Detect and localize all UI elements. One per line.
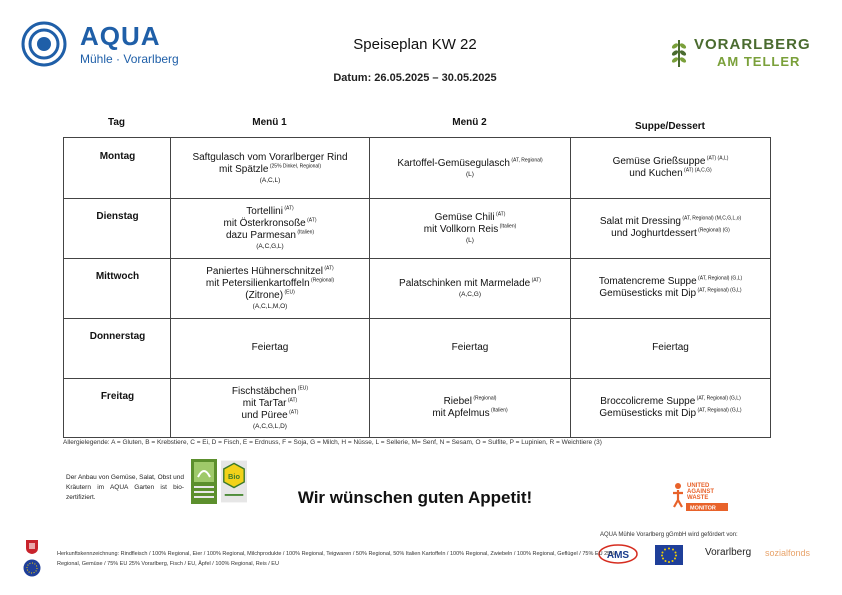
dish-line bbox=[370, 408, 570, 420]
dish-text: dazu Parmesan bbox=[225, 229, 296, 241]
vorarlberg-am-teller-logo-line2: AM TELLER bbox=[717, 54, 801, 69]
menu-cell-m1 bbox=[171, 206, 369, 251]
menu-cell-m2 bbox=[370, 278, 570, 299]
united-against-waste-logo bbox=[670, 480, 730, 512]
dish-text: Feiertag bbox=[652, 342, 689, 353]
allergen-codes: (A,C,G,L) bbox=[256, 242, 284, 250]
aqua-brand-name: AQUA bbox=[80, 21, 161, 51]
origin-note: (AT, Regional) bbox=[509, 157, 543, 164]
dish-text: Gemüsesticks mit Dip bbox=[599, 408, 697, 419]
origin-note: (AT, Regional) (G,L) bbox=[696, 407, 742, 414]
dish-line bbox=[370, 212, 570, 224]
origin-note: (EU) bbox=[283, 289, 295, 296]
dish-text: mit Spätzle bbox=[219, 163, 269, 175]
dish-text: Feiertag bbox=[451, 342, 489, 353]
dish-text: Kartoffel-Gemüsegulasch bbox=[397, 157, 510, 169]
origin-note: (AT, Regional) (G,L) bbox=[696, 275, 743, 282]
dish-text: Paniertes Hühnerschnitzel bbox=[206, 265, 323, 277]
dish-line bbox=[571, 228, 770, 240]
dish-line bbox=[171, 164, 369, 176]
origin-note: (AT, Regional) (G,L) bbox=[695, 395, 741, 402]
day-label: Montag bbox=[99, 151, 136, 162]
dish-line bbox=[370, 396, 570, 408]
dish-line bbox=[171, 410, 369, 422]
menu-cell-s bbox=[571, 342, 770, 354]
origin-note: (Italien) bbox=[489, 407, 508, 414]
dish-line bbox=[171, 152, 369, 164]
day-label: Dienstag bbox=[96, 211, 139, 222]
eu-stars-icon bbox=[23, 559, 41, 577]
dish-line bbox=[171, 290, 369, 302]
bio-certified-note: Der Anbau von Gemüse, Salat, Obst und Kräutern im AQUA Garten ist bio-zertifiziert. bbox=[66, 474, 184, 501]
origin-note: (AT, Regional) (M,C,G,L,o) bbox=[680, 215, 742, 222]
dish-line bbox=[571, 408, 770, 420]
dish-line bbox=[171, 398, 369, 410]
origin-note: (AT) bbox=[305, 217, 317, 224]
dish-line bbox=[171, 218, 369, 230]
origin-note: (AT) bbox=[530, 277, 541, 284]
header-day: Tag bbox=[107, 117, 126, 128]
dish-line bbox=[370, 278, 570, 290]
dish-line bbox=[571, 216, 770, 228]
dish-text: und Joghurtdessert bbox=[611, 228, 697, 239]
menu-cell-m2 bbox=[370, 212, 570, 245]
dish-text: Riebel bbox=[443, 396, 472, 407]
menu-cell-m1 bbox=[171, 266, 369, 311]
dish-line bbox=[571, 276, 770, 288]
origin-declaration: Herkunftskennzeichnung: Rindfleisch / 100% Regional, Eier / 100% Regional, Milchprodukte / 100% Regional, Teigwaren / 50% Regional, 50% Italien Kartoffeln / 100% Regional, Zwiebeln / 100% Regional, Geflügel / 75% EU 25% Regional, Gemüse / 75% EU 25% Vorarlberg, Fisch / EU, Äpfel / 100% Regional, Reis / EU bbox=[57, 551, 616, 567]
menu-cell-m2 bbox=[370, 342, 570, 354]
dish-line bbox=[171, 206, 369, 218]
origin-note: (AT) bbox=[287, 409, 299, 416]
dish-text: Tortellini bbox=[246, 205, 283, 217]
origin-note: (AT) (A,C,G) bbox=[682, 167, 712, 174]
dish-line bbox=[171, 230, 369, 242]
dish-text: und Püree bbox=[241, 409, 288, 421]
dish-line bbox=[171, 342, 369, 354]
menu-cell-m1 bbox=[171, 386, 369, 431]
menu-table bbox=[63, 137, 771, 438]
menu-cell-s bbox=[571, 276, 770, 300]
aqua-brand-subtitle: Mühle · Vorarlberg bbox=[80, 52, 179, 66]
svg-text:MONITOR: MONITOR bbox=[690, 505, 716, 512]
header-soup: Suppe/Dessert bbox=[634, 121, 706, 132]
origin-note: (Regional) bbox=[309, 277, 335, 284]
day-label: Mittwoch bbox=[95, 271, 140, 282]
origin-note: (Italien) bbox=[295, 229, 315, 236]
dish-text: und Kuchen bbox=[629, 168, 683, 179]
menu-cell-m2 bbox=[370, 396, 570, 420]
allergen-codes: (L) bbox=[466, 170, 474, 178]
dish-text: mit Vollkorn Reis bbox=[423, 223, 499, 235]
dish-line bbox=[171, 386, 369, 398]
origin-note: (AT) bbox=[286, 397, 298, 404]
dish-text: (Zitrone) bbox=[245, 289, 284, 301]
menu-cell-m1 bbox=[171, 152, 369, 185]
origin-note: (AT) bbox=[322, 265, 334, 272]
date-range: Datum: 26.05.2025 – 30.05.2025 bbox=[333, 72, 497, 84]
origin-note: (Regional) (G) bbox=[696, 227, 730, 234]
dish-line bbox=[370, 342, 570, 354]
dish-line bbox=[571, 396, 770, 408]
dish-text: Tomatencreme Suppe bbox=[598, 276, 697, 287]
header-menu2: Menü 2 bbox=[452, 117, 487, 128]
dish-line bbox=[571, 342, 770, 354]
dish-text: Salat mit Dressing bbox=[599, 216, 681, 227]
dish-line bbox=[370, 158, 570, 170]
page-title: Speiseplan KW 22 bbox=[353, 36, 477, 53]
wheat-icon bbox=[668, 36, 690, 68]
allergen-legend: Allergielegende: A = Gluten, B = Krebstiere, C = Ei, D = Fisch, E = Erdnuss, F = Soja, G = Milch, H = Nüsse, L = Sellerie, M= Senf, N = Sesam, O = Sulfite, P = Lupinien, R = Weichtiere (3) bbox=[63, 439, 602, 446]
dish-text: Saftgulasch vom Vorarlberger Rind bbox=[192, 151, 348, 163]
dish-line bbox=[571, 168, 770, 180]
dish-text: mit Apfelmus bbox=[432, 408, 490, 419]
allergen-codes: (A,C,L) bbox=[259, 176, 281, 184]
origin-note: (25% Dinkel, Regional) bbox=[268, 163, 321, 170]
dish-text: Gemüsesticks mit Dip bbox=[599, 288, 697, 299]
dish-line bbox=[171, 266, 369, 278]
allergen-codes: (A,C,G,L,D) bbox=[253, 422, 287, 430]
origin-note: (Regional) bbox=[471, 395, 497, 402]
menu-cell-m1 bbox=[171, 342, 369, 354]
sozialfonds-logo: sozialfonds bbox=[765, 548, 811, 558]
svg-text:AMS: AMS bbox=[606, 550, 630, 561]
dish-line bbox=[171, 278, 369, 290]
origin-note: (AT) bbox=[494, 211, 506, 218]
svg-text:WASTE: WASTE bbox=[687, 495, 709, 501]
dish-text: Palatschinken mit Marmelade bbox=[399, 277, 531, 289]
dish-text: Gemüse Chili bbox=[434, 211, 495, 223]
svg-text:Bio: Bio bbox=[228, 472, 240, 482]
dish-line bbox=[571, 288, 770, 300]
origin-note: (AT, Regional) (G,L) bbox=[696, 287, 742, 294]
vorarlberg-coat-of-arms-icon bbox=[25, 539, 39, 555]
origin-note: (AT) (A,L) bbox=[705, 155, 729, 162]
dish-text: Gemüse Grießsuppe bbox=[612, 156, 706, 167]
dish-text: mit TarTar bbox=[242, 397, 287, 409]
svg-text:AGAINST: AGAINST bbox=[687, 489, 714, 495]
allergen-codes: (L) bbox=[466, 236, 474, 244]
dish-text: Feiertag bbox=[251, 342, 289, 353]
menu-cell-m2 bbox=[370, 158, 570, 179]
origin-note: (AT) bbox=[282, 205, 294, 212]
dish-text: mit Österkronsoße bbox=[223, 217, 306, 229]
dish-line bbox=[370, 224, 570, 236]
vorarlberg-am-teller-logo-line1: VORARLBERG bbox=[694, 36, 811, 53]
menu-cell-s bbox=[571, 216, 770, 240]
funding-note: AQUA Mühle Vorarlberg gGmbH wird gefördert von: bbox=[600, 532, 738, 538]
closing-message: Wir wünschen guten Appetit! bbox=[297, 488, 533, 507]
header-menu1: Menü 1 bbox=[252, 117, 287, 128]
dish-text: Fischstäbchen bbox=[231, 385, 297, 397]
origin-note: (EU) bbox=[296, 385, 309, 392]
origin-note: (Italien) bbox=[498, 223, 517, 230]
dish-text: mit Petersilienkartoffeln bbox=[205, 277, 310, 289]
day-label: Freitag bbox=[100, 391, 135, 402]
dish-text: Broccolicreme Suppe bbox=[600, 396, 696, 407]
eu-flag-icon bbox=[655, 545, 683, 565]
day-label: Donnerstag bbox=[89, 331, 146, 342]
menu-cell-s bbox=[571, 396, 770, 420]
allergen-codes: (A,C,G) bbox=[458, 290, 482, 298]
svg-text:UNITED: UNITED bbox=[687, 483, 710, 489]
dish-line bbox=[571, 156, 770, 168]
allergen-codes: (A,C,L,M,O) bbox=[252, 302, 288, 310]
menu-cell-s bbox=[571, 156, 770, 180]
vorarlberg-sponsor-logo: Vorarlberg bbox=[705, 547, 752, 558]
